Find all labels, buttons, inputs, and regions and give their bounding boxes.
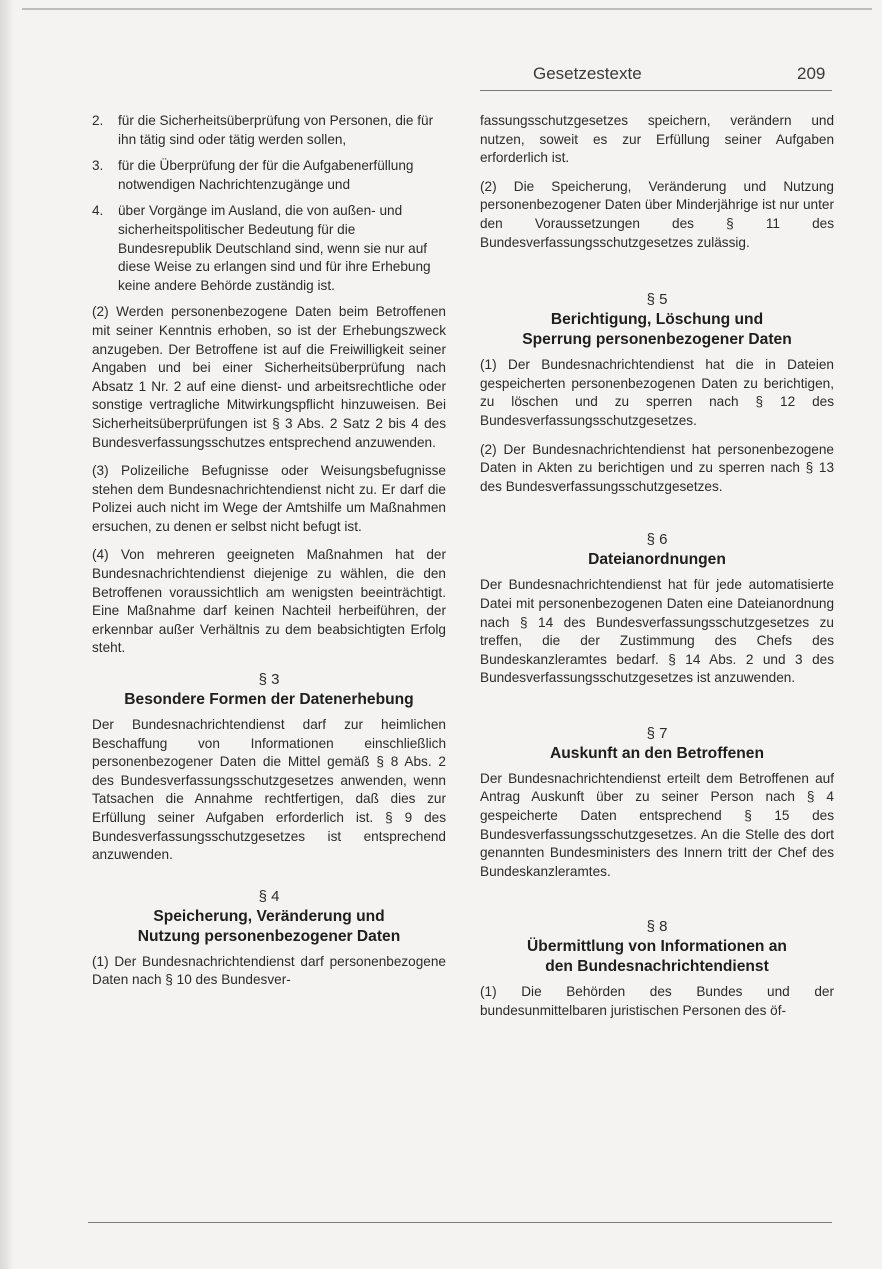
list-item-text: für die Überprüfung der für die Aufgabenerfüllung notwendigen Nachrichtenzugänge und <box>118 158 414 192</box>
section-3-heading <box>92 670 446 710</box>
list-item-text: über Vorgänge im Ausland, die von außen- und sicherheitspolitischer Bedeutung für die Bundesrepublik Deutschland sind, wenn sie nur auf diese Weise zu erlangen sind und für ihre Erhebung keine andere Behörde zuständig ist. <box>118 203 431 293</box>
paragraph-3: (3) Polizeiliche Befugnisse oder Weisungsbefugnisse stehen dem Bundesnachrichtendienst nicht zu. Er darf die Polizei auch nicht im Wege der Amtshilfe um Maßnahmen ersuchen, zu denen er selbst nicht befugt ist. <box>92 463 446 534</box>
top-border-line <box>22 8 872 10</box>
paragraph-2: (2) Die Speicherung, Veränderung und Nutzung personenbezogener Daten über Minderjährige ist nur unter den Voraussetzungen des § 11 des Bundesverfassungsschutzgesetzes zulässig. <box>480 178 834 250</box>
list-item-number: 4. <box>92 203 104 219</box>
section-6-text: Der Bundesnachrichtendienst hat für jede automatisierte Datei mit personenbezogenen Daten eine Dateianordnung nach § 14 des Bundesverfassungsschutzgesetzes zu treffen, die der Zustimmung des Chefs des Bundeskanzleramtes bedarf. § 14 Abs. 2 und 3 des Bundesverfassungsschutzgesetzes ist anzuwenden. <box>480 577 834 686</box>
section-7-text: Der Bundesnachrichtendienst erteilt dem Betroffenen auf Antrag Auskunft über zu seiner Person nach § 4 gespeicherte Daten entsprechend § 15 des Bundesverfassungsschutzgesetzes. An die Stelle des dort genannten Bundesministers des Innern tritt der Chef des Bundeskanzleramtes. <box>480 770 834 879</box>
list-item-text: für die Sicherheitsüberprüfung von Personen, die für ihn tätig sind oder tätig werden sollen, <box>118 113 434 147</box>
page-number: 209 <box>797 64 826 83</box>
section-5-heading <box>480 290 834 350</box>
section-4-heading <box>92 887 446 947</box>
section-title: Dateianordnungen <box>588 551 726 569</box>
list-item-number: 2. <box>92 113 104 128</box>
paragraph-4: (4) Von mehreren geeigneten Maßnahmen hat der Bundesnachrichtendienst diejenige zu wählen, die den Betroffenen voraussichtlich am wenigsten beeinträchtigt. Eine Maßnahme darf keinen Nachteil herbeiführen, der erkennbar außer Verhältnis zu dem beabsichtigten Erfolg steht. <box>92 547 446 656</box>
running-header-title: Gesetzestexte <box>533 64 642 83</box>
section-sign: § 3 <box>258 671 280 689</box>
section-sign: § 7 <box>646 724 668 742</box>
footer-rule <box>88 1222 832 1223</box>
section-sign: § 4 <box>258 887 280 905</box>
section-sign: § 6 <box>646 531 668 549</box>
list-item <box>92 157 446 194</box>
continued-paragraph: fassungsschutzgesetzes speichern, verändern und nutzen, soweit es zur Erfüllung seiner Aufgaben erforderlich ist. <box>480 113 834 166</box>
section-6-heading <box>480 530 834 570</box>
section-5-paragraph-2: (2) Der Bundesnachrichtendienst hat personenbezogene Daten in Akten zu berichtigen und zu sperren nach § 13 des Bundesverfassungsschutzgesetzes. <box>480 441 834 494</box>
section-4-text: (1) Der Bundesnachrichtendienst darf personenbezogene Daten nach § 10 des Bundesver- <box>92 953 446 988</box>
section-title-line-1: Übermittlung von Informationen an <box>527 938 787 956</box>
section-8-heading <box>480 917 834 977</box>
section-title-line-2: Nutzung personenbezogener Daten <box>137 927 401 945</box>
section-sign: § 8 <box>646 918 668 936</box>
list-item <box>92 112 446 149</box>
section-title: Auskunft an den Betroffenen <box>550 744 764 762</box>
section-sign: § 5 <box>646 291 668 309</box>
section-3-text: Der Bundesnachrichtendienst darf zur heimlichen Beschaffung von Informationen einschließlich personenbezogener Daten die Mittel gemäß § 8 Abs. 2 des Bundesverfassungsschutzgesetzes anwenden, wenn Tatsachen die Annahme rechtfertigen, daß dies zur Erfüllung seiner Aufgaben erforderlich ist. § 9 des Bundesverfassungsschutzgesetzes ist entsprechend anzuwenden. <box>92 717 446 863</box>
list-item-number: 3. <box>92 158 104 174</box>
section-title-line-2: den Bundesnachrichtendienst <box>545 958 769 976</box>
page-edge-shadow <box>0 0 14 1269</box>
section-8-text: (1) Die Behörden des Bundes und der bundesunmittelbaren juristischen Personen des öf- <box>480 984 834 1019</box>
header-rule <box>480 90 832 91</box>
section-title-line-2: Sperrung personenbezogener Daten <box>522 331 792 349</box>
section-5-paragraph-1: (1) Der Bundesnachrichtendienst hat die in Dateien gespeicherten personenbezogenen Daten zu berichtigen, zu löschen und zu sperren nach § 12 des Bundesverfassungsschutzgesetzes. <box>480 357 834 428</box>
paragraph-2: (2) Werden personenbezogene Daten beim Betroffenen mit seiner Kenntnis erhoben, so ist der Erhebungszweck anzugeben. Der Betroffene ist auf die Freiwilligkeit seiner Angaben und bei einer Sicherheitsüberprüfung nach Absatz 1 Nr. 2 auf eine dienst- und arbeitsrechtliche oder sonstige vertragliche Mitwirkungspflicht hinzuweisen. Bei Sicherheitsüberprüfungen ist § 3 Abs. 2 Satz 2 bis 4 des Bundesverfassungsschutzes entsprechend anzuwenden. <box>92 304 446 450</box>
section-title: Besondere Formen der Datenerhebung <box>124 691 414 709</box>
section-title-line-1: Berichtigung, Löschung und <box>550 311 764 329</box>
list-item <box>92 202 446 295</box>
right-column <box>480 112 834 1031</box>
section-title-line-1: Speicherung, Veränderung und <box>153 907 385 925</box>
left-column <box>92 112 446 1000</box>
section-7-heading <box>480 724 834 764</box>
